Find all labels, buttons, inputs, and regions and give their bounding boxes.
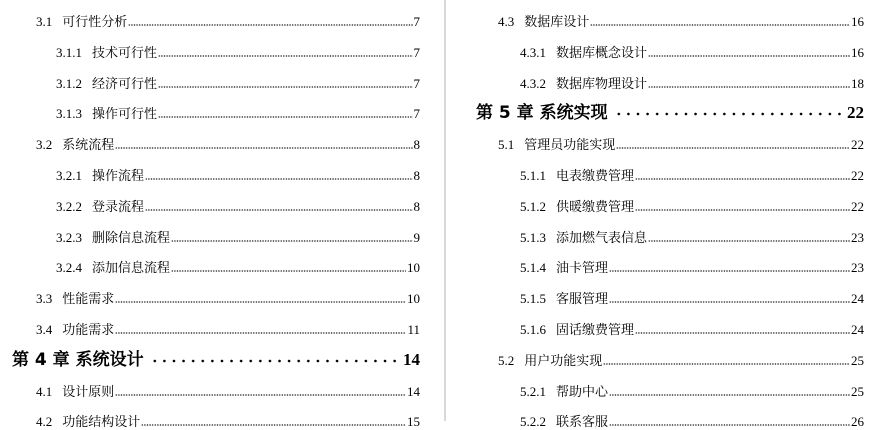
toc-entry-title: 数据库概念设计 [556,44,648,60]
toc-entry-title: 系统流程 [62,137,115,153]
toc-entry-number: 5.1.6 [520,322,546,337]
toc-entry-label [36,384,114,400]
dot-leader [158,54,412,58]
dot-leader [115,146,412,150]
toc-entry[interactable] [56,45,420,61]
dot-leader [609,300,850,304]
toc-entry[interactable] [520,384,864,400]
toc-entry[interactable] [36,384,420,400]
toc-entry-label [520,230,647,246]
toc-page-number: 25 [851,383,864,399]
toc-page-number: 7 [413,75,420,91]
dot-leader [635,331,850,335]
toc-entry[interactable] [520,414,864,430]
toc-entry-label [56,106,157,122]
toc-entry[interactable] [36,322,420,338]
toc-entry-title: 添加信息流程 [92,260,171,276]
toc-entry-label [56,45,157,61]
toc-entry-title: 固话缴费管理 [556,322,635,337]
toc-entry-number: 3.2.1 [56,168,82,183]
toc-entry[interactable] [520,199,864,215]
toc-entry-label [36,291,114,307]
dot-leader [648,54,850,58]
toc-entry-number: 5.1.3 [520,229,546,245]
toc-entry-number: 5.1.5 [520,291,546,307]
toc-entry[interactable] [36,414,420,430]
toc-entry[interactable] [56,106,420,122]
toc-entry-label [520,414,608,430]
toc-page-number: 22 [847,103,864,123]
toc-entry-label [56,199,144,215]
toc-entry-number: 5.1.1 [520,168,546,183]
toc-page-number: 8 [413,137,420,153]
toc-entry-number: 5.2 [498,352,515,368]
dot-leader [648,239,850,243]
dot-leader [115,393,406,397]
toc-entry-label [36,14,127,30]
dot-leader [609,423,850,427]
toc-entry-number: 4.2 [36,414,53,430]
dot-leader [128,23,412,27]
toc-entry[interactable] [36,137,420,153]
dot-leader [171,239,412,243]
toc-entry-label [520,260,608,276]
dot-leader [158,115,412,119]
toc-page-number: 16 [851,44,864,60]
toc-entry-title: 管理员功能实现 [524,137,616,153]
toc-entry-title: 操作可行性 [92,106,158,122]
toc-entry[interactable] [520,45,864,61]
toc-entry-label [520,384,608,400]
toc-chapter-entry[interactable] [12,350,420,370]
toc-entry-number: 3.1.3 [56,106,82,122]
toc-page-number: 10 [407,291,420,307]
toc-page-number: 15 [407,414,420,430]
toc-entry-label [520,168,634,184]
toc-page-number: 11 [407,322,420,337]
toc-entry-title: 帮助中心 [556,383,609,399]
toc-entry-label [520,76,647,92]
dot-leader [614,111,843,117]
toc-entry-label [12,350,144,370]
toc-entry-title: 经济可行性 [92,75,158,91]
toc-entry-title: 数据库设计 [524,14,590,29]
toc-entry[interactable] [36,14,420,30]
toc-entry-label [56,260,170,276]
toc-entry-title: 可行性分析 [62,14,128,29]
toc-entry-label [56,168,144,184]
toc-page-number: 7 [413,44,420,60]
toc-page-number: 26 [851,414,864,430]
toc-entry-title: 功能结构设计 [62,414,141,430]
toc-entry[interactable] [520,291,864,307]
dot-leader [145,208,412,212]
toc-page-number: 23 [851,260,864,276]
toc-entry-number: 3.2.3 [56,229,82,245]
dot-leader [590,23,850,27]
toc-page-number: 24 [851,322,864,337]
toc-page-number: 24 [851,291,864,307]
toc-entry-label [520,291,608,307]
toc-entry-label [520,199,634,215]
toc-entry-label [476,103,608,123]
toc-entry[interactable] [498,137,864,153]
toc-entry-title: 系统设计 [75,349,144,370]
toc-entry-label [520,45,647,61]
toc-page-number: 22 [851,198,864,214]
toc-entry-title: 油卡管理 [556,260,609,276]
dot-leader [635,177,850,181]
toc-entry-number: 4.1 [36,383,53,399]
toc-right-column [444,0,888,430]
toc-entry-title: 联系客服 [556,414,609,430]
toc-entry-number: 5.1.2 [520,198,546,214]
toc-page-number: 10 [407,260,420,276]
toc-page-number: 25 [851,352,864,368]
dot-leader [609,269,850,273]
toc-entry-title: 设计原则 [62,383,115,399]
dot-leader [635,208,850,212]
dot-leader [171,269,406,273]
toc-entry-number: 3.1.2 [56,75,82,91]
toc-entry-number: 4.3 [498,14,515,29]
toc-entry-label [498,353,602,369]
dot-leader [115,300,406,304]
toc-entry-title: 系统实现 [539,103,608,124]
toc-entry-number: 5.2.2 [520,414,546,430]
toc-entry-title: 登录流程 [92,198,145,214]
toc-entry[interactable] [520,230,864,246]
toc-entry-title: 电表缴费管理 [556,168,635,183]
toc-entry-number: 5.1.4 [520,260,546,276]
toc-entry-number: 3.1.1 [56,44,82,60]
toc-entry[interactable] [520,260,864,276]
toc-page-number: 8 [413,168,420,183]
toc-page-number: 22 [851,168,864,183]
toc-page-number: 7 [413,14,420,29]
toc-entry-number: 3.2.2 [56,198,82,214]
toc-chapter-entry[interactable] [476,103,864,123]
toc-entry[interactable] [498,353,864,369]
toc-page-number: 8 [413,198,420,214]
toc-entry-number: 4.3.1 [520,44,546,60]
dot-leader [648,85,850,89]
toc-page-number: 14 [403,349,420,369]
toc-entry-number: 3.1 [36,14,53,29]
toc-entry-number: 5.1 [498,137,515,153]
toc-entry[interactable] [498,14,864,30]
toc-entry-number: 5.2.1 [520,383,546,399]
dot-leader [141,423,406,427]
toc-entry[interactable] [520,322,864,338]
dot-leader [145,177,412,181]
toc-entry-label [56,230,170,246]
toc-entry-title: 供暖缴费管理 [556,198,635,214]
toc-entry-number: 3.4 [36,322,53,337]
toc-entry-label [36,137,114,153]
toc-entry[interactable] [520,168,864,184]
toc-entry-number: 4.3.2 [520,75,546,91]
toc-entry-title: 删除信息流程 [92,229,171,245]
toc-entry-title: 用户功能实现 [524,352,603,368]
toc-entry-label [498,14,589,30]
dot-leader [150,358,399,364]
toc-page-number: 18 [851,75,864,91]
toc-entry[interactable] [56,76,420,92]
toc-entry-number: 3.3 [36,291,53,307]
dot-leader [158,85,412,89]
toc-entry-title: 性能需求 [62,291,115,307]
dot-leader [616,146,850,150]
toc-entry-number: 第 4 章 [12,349,70,370]
dot-leader [609,393,850,397]
toc-page-number: 14 [407,383,420,399]
toc-entry-number: 第 5 章 [476,103,534,124]
toc-page-number: 22 [851,137,864,153]
toc-entry-title: 客服管理 [556,291,609,307]
toc-entry-label [498,137,615,153]
toc-entry-title: 添加燃气表信息 [556,229,648,245]
toc-entry-number: 3.2 [36,137,53,153]
toc-entry-title: 功能需求 [62,322,115,337]
toc-entry-label [36,322,114,338]
toc-page-number: 7 [413,106,420,122]
dot-leader [115,331,406,335]
toc-entry[interactable] [56,230,420,246]
toc-page-number: 9 [413,229,420,245]
toc-page-number: 16 [851,14,864,29]
toc-entry-title: 数据库物理设计 [556,75,648,91]
toc-entry-number: 3.2.4 [56,260,82,276]
toc-entry-label [36,414,140,430]
toc-entry[interactable] [56,168,420,184]
dot-leader [603,362,850,366]
toc-page-number: 23 [851,229,864,245]
toc-entry-label [56,76,157,92]
toc-entry-label [520,322,634,338]
toc-entry-title: 技术可行性 [92,44,158,60]
toc-entry[interactable] [56,199,420,215]
toc-entry[interactable] [36,291,420,307]
toc-entry[interactable] [520,76,864,92]
toc-entry-title: 操作流程 [92,168,145,183]
toc-entry[interactable] [56,260,420,276]
